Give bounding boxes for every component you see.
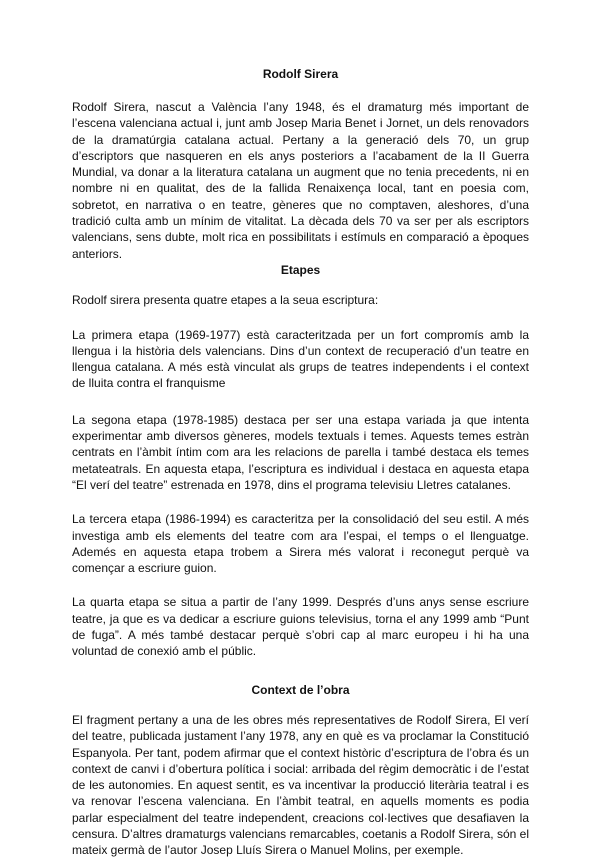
stage-2-paragraph: La segona etapa (1978-1985) destaca per ser una estapa variada ja que intenta experimentar amb diversos gèneres, models textuals i temes. Aquests temes estràn centrats en l’àmbit íntim com ara les relacions de parella i també destaca els temes metateatrals. En aquesta etapa, l’escriptura es individual i destaca en aquesta etapa “El verí del teatre” estrenada en 1978, dins el programa televisiu Lletres catalanes.: [72, 412, 529, 492]
stage-3-paragraph: La tercera etapa (1986-1994) es caracteritza per la consolidació del seu estil. A més investiga amb els elements del teatre com ara l’espai, el temps o el llenguatge. Ademés en aquesta etapa trobem a Sirera més valorat i reconegut perquè va començar a escriure guion.: [72, 512, 529, 576]
document-page: [72, 66, 529, 859]
intro-paragraph: Rodolf Sirera, nascut a València l’any 1948, és el dramaturg més important de l’escena valenciana actual i, junt amb Josep Maria Benet i Jornet, un dels renovadors de la dramatúrgia catalana actual. Pertany a la generació dels 70, un grup d’escriptors que nasqueren en els anys posteriors a l’acabament de la II Guerra Mundial, va donar a la literatura catalana un augment que no tenia precedents, ni en nombre ni en qualitat, des de la fallida Renaixença local, tant en poesia com, sobretot, en narrativa o en teatre, gèneres que no comptaven, aleshores, d’una tradició culta amb un mínim de vitalitat. La dècada dels 70 va ser per als escriptors valencians, sens dubte, molt rica en possibilitats i estímuls en comparació a èpoques anteriors.: [72, 100, 529, 261]
context-paragraph: El fragment pertany a una de les obres més representatives de Rodolf Sirera, El verí del teatre, publicada justament l’any 1978, any en què es va proclamar la Constitució Espanyola. Per tant, podem afirmar que el context històric d’escriptura de l’obra és un context de canvi i d’obertura política i social: arribada del règim democràtic i de l’estat de les autonomies. En aquest sentit, es va incentivar la producció literària teatral i es va renovar l’escena valenciana. En l’àmbit teatral, en aquells moments es podia parlar especialment del teatre independent, creacions col·lectives que desafiaven la censura. D’altres dramaturgs valencians remarcables, coetanis a Rodolf Sirera, són el mateix germà de l’autor Josep Lluís Sirera o Manuel Molins, per exemple.: [72, 712, 529, 858]
stage-4-paragraph: La quarta etapa se situa a partir de l’any 1999. Després d’uns anys sense escriure teatre, ja que es va dedicar a escriure guions televisius, torna el any 1999 amb “Punt de fuga”. A més també destacar perquè s’obri cap al marc europeu i hi ha una voluntad de conexió amb el públic.: [72, 595, 529, 659]
etapes-lead-paragraph: Rodolf sirera presenta quatre etapes a la seua escriptura:: [72, 293, 379, 308]
stage-1-paragraph: La primera etapa (1969-1977) està caracteritzada per un fort compromís amb la llengua i la història dels valencians. Dins d’un context de recuperació d’un teatre en llengua catalana. A més està vinculat als grups de teatres independents i el context de lluita contra el franquisme: [72, 327, 529, 391]
context-heading: Context de l’obra: [251, 682, 350, 697]
etapes-heading: Etapes: [280, 262, 321, 277]
document-title: Rodolf Sirera: [262, 67, 339, 81]
